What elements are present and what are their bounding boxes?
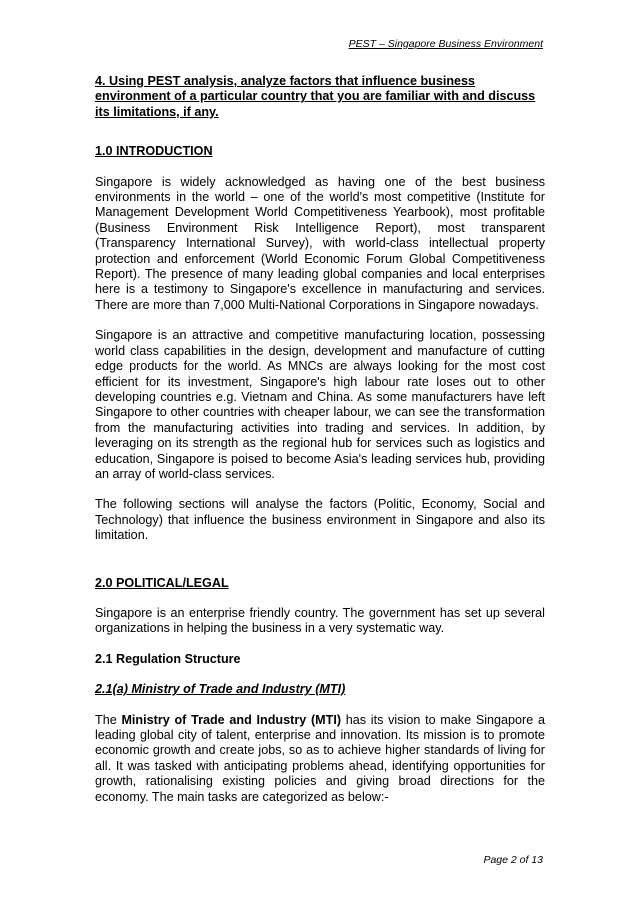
mti-rest: has its vision to make Singapore a leading global city of talent, enterprise and innovation. Its mission is to promote economic growth and create jobs, so as to achieve higher standards of living for all. It was tasked with anticipating problems ahead, identifying opportunities for growth, rationalising existing policies and giving broad directions for the economy. The main tasks are categorized as below:- xyxy=(95,712,545,804)
mti-heading: 2.1(a) Ministry of Trade and Industry (MTI) xyxy=(95,682,346,697)
intro-paragraph-3: The following sections will analyse the factors (Politic, Economy, Social and Technology) that influence the business environment in Singapore and also its limitation. xyxy=(95,497,545,543)
mti-lead: The xyxy=(95,712,122,727)
section-gap xyxy=(95,559,545,576)
running-header: PEST – Singapore Business Environment xyxy=(348,38,543,50)
intro-paragraph-2: Singapore is an attractive and competitive manufacturing location, possessing world class capabilities in the design, development and manufacture of cutting edge products for the world. As MNCs are always looking for the most cost efficient for its investment, Singapore's high labour rate loses out to other developing countries e.g. Vietnam and China. As some manufacturers have left Singapore to other countries with cheaper labour, we can see the transformation from the manufacturing activities into trading and services. In addition, by leveraging on its strength as the regional hub for services such as logistics and education, Singapore is poised to become Asia's leading services hub, providing an array of world-class services. xyxy=(95,328,545,481)
question-text: 4. Using PEST analysis, analyze factors that influence business environment of a particular country that you are familiar with and discuss its limitations, if any. xyxy=(95,74,536,119)
regulation-structure-heading: 2.1 Regulation Structure xyxy=(95,651,241,666)
page-number: Page 2 of 13 xyxy=(483,854,543,866)
page-content xyxy=(95,74,545,820)
intro-heading: 1.0 INTRODUCTION xyxy=(95,144,213,159)
intro-paragraph-1: Singapore is widely acknowledged as having one of the best business environments in the world – one of the world's most competitive (Institute for Management Development World Competitiveness Yearbook), most profitable (Business Environment Risk Intelligence Report), most transparent (Transparency International Survey), with world-class intellectual property protection and enforcement (World Economic Forum Global Competitiveness Report). The presence of many leading global companies and local enterprises here is a testimony to Singapore's excellence in manufacturing and services. There are more than 7,000 Multi-National Corporations in Singapore nowadays. xyxy=(95,174,545,312)
political-paragraph-1: Singapore is an enterprise friendly country. The government has set up several organizations in helping the business in a very systematic way. xyxy=(95,605,545,636)
mti-name: Ministry of Trade and Industry (MTI) xyxy=(121,712,342,727)
political-heading: 2.0 POLITICAL/LEGAL xyxy=(95,575,229,590)
mti-paragraph xyxy=(95,713,545,805)
